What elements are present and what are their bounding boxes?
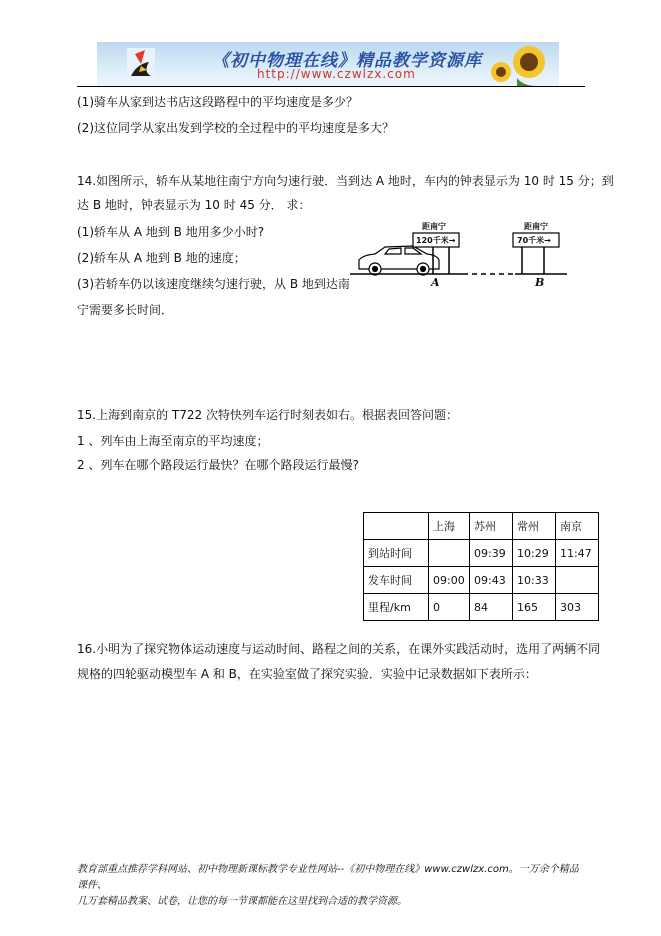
- car-icon: [359, 246, 439, 275]
- table-header-cell: 上海: [429, 513, 470, 540]
- page-footer: [77, 862, 587, 910]
- table-header-cell: 常州: [513, 513, 556, 540]
- q15-part2: 2 、列车在哪个路段运行最快？在哪个路段运行最慢?: [77, 458, 359, 472]
- table-cell: 165: [513, 594, 556, 621]
- table-row-label: 到站时间: [364, 540, 429, 567]
- table-cell: 11:47: [556, 540, 599, 567]
- footer-line1: 教育部重点推荐学科网站、初中物理新课标教学专业性网站--《初中物理在线》www.czwlzx.com。一万余个精品课件、: [77, 864, 579, 891]
- logo-icon: [127, 48, 155, 80]
- table-header-row: [364, 513, 599, 540]
- table-row-label: 里程/km: [364, 594, 429, 621]
- table-cell: 303: [556, 594, 599, 621]
- label-b: B: [535, 276, 545, 289]
- table-cell: 09:43: [470, 567, 513, 594]
- header-divider: [77, 86, 585, 87]
- sign-b-value: 70千米→: [517, 236, 551, 245]
- table-header-cell: 南京: [556, 513, 599, 540]
- q14-part3-line2: 宁需要多长时间．: [77, 303, 174, 317]
- q13-part1: (1)骑车从家到达书店这段路程中的平均速度是多少？: [77, 95, 359, 109]
- table-cell: 09:39: [470, 540, 513, 567]
- table-cell: 84: [470, 594, 513, 621]
- banner-url: http://www.czwlzx.com: [257, 67, 416, 81]
- table-cell: 10:29: [513, 540, 556, 567]
- table-row: [364, 540, 599, 567]
- table-cell: [556, 567, 599, 594]
- label-a: A: [431, 276, 440, 289]
- q16-stem-line2: 规格的四轮驱动模型车 A 和 B，在实验室做了探究实验．实验中记录数据如下表所示：: [77, 667, 537, 681]
- road-figure: [345, 218, 570, 293]
- table-row: [364, 567, 599, 594]
- table-cell: 10:33: [513, 567, 556, 594]
- q15-stem: 15.上海到南京的 T722 次特快列车运行时刻表如右。根据表回答问题：: [77, 408, 458, 422]
- banner-title: 《初中物理在线》精品教学资源库: [212, 51, 482, 71]
- train-timetable: [363, 512, 599, 621]
- q14-stem-line1: 14.如图所示，轿车从某地往南宁方向匀速行驶．当到达 A 地时，车内的钟表显示为 10 时 15 分；到: [77, 174, 614, 188]
- sign-b-title: 距南宁: [524, 222, 548, 231]
- q15-part1: 1 、列车由上海至南京的平均速度；: [77, 434, 269, 448]
- q16-stem-line1: 16.小明为了探究物体运动速度与运动时间、路程之间的关系，在课外实践活动时，选用了两辆不同: [77, 642, 601, 656]
- table-row-label: 发车时间: [364, 567, 429, 594]
- footer-line2: 几万套精品教案、试卷，让您的每一节课都能在这里找到合适的教学资源。: [77, 896, 407, 907]
- q13-part2: (2)这位同学从家出发到学校的全过程中的平均速度是多大？: [77, 121, 395, 135]
- header-banner: [97, 42, 559, 86]
- q14-part2: (2)轿车从 A 地到 B 地的速度；: [77, 251, 246, 265]
- table-cell: 0: [429, 594, 470, 621]
- table-header-cell: 苏州: [470, 513, 513, 540]
- table-cell: 09:00: [429, 567, 470, 594]
- table-cell: [364, 513, 429, 540]
- q14-part3-line1: (3)若轿车仍以该速度继续匀速行驶，从 B 地到达南: [77, 277, 350, 291]
- sunflower-icon: [491, 46, 545, 86]
- table-cell: [429, 540, 470, 567]
- table-row: [364, 594, 599, 621]
- sign-a-value: 120千米→: [416, 236, 456, 245]
- q14-stem-line2: 达 B 地时，钟表显示为 10 时 45 分． 求：: [77, 198, 311, 212]
- sign-a-title: 距南宁: [422, 222, 446, 231]
- q14-part1: (1)轿车从 A 地到 B 地用多少小时?: [77, 225, 265, 239]
